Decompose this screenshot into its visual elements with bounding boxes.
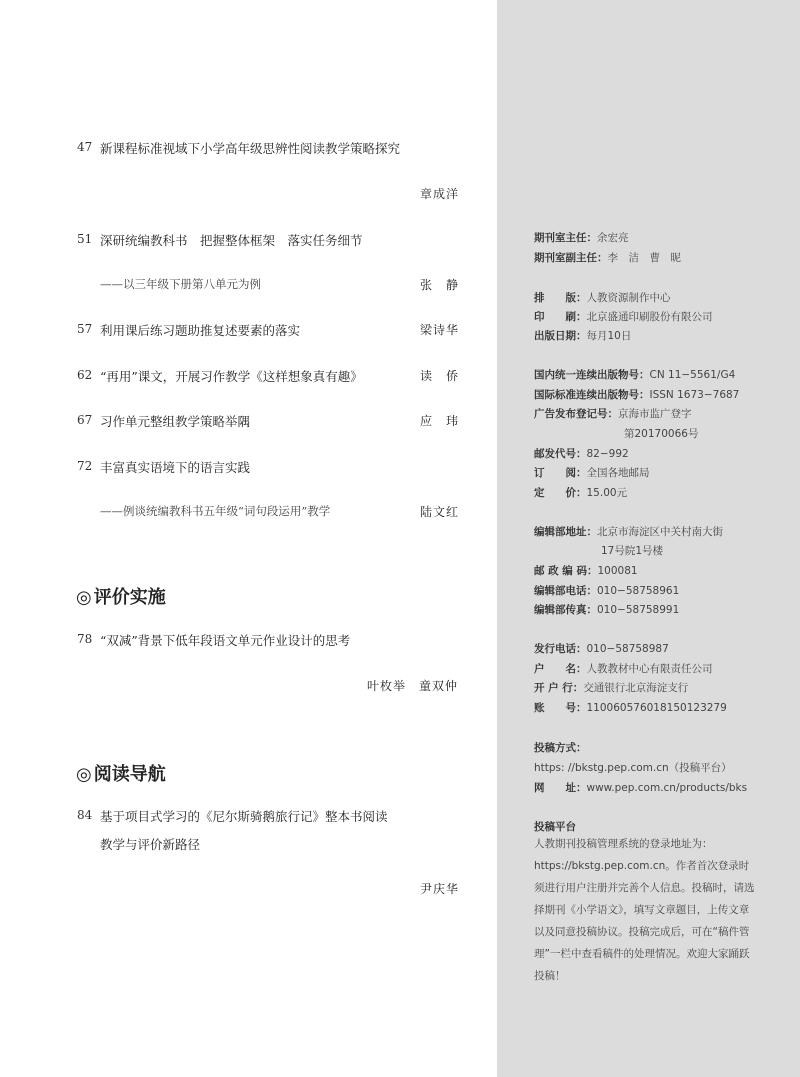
toc-author: 叶枚举 童双仲 xyxy=(367,679,459,693)
toc-page-number: 47 xyxy=(77,140,93,154)
section-title: 评价实施 xyxy=(93,587,166,608)
section-circle-icon: ◎ xyxy=(76,587,92,608)
director-row: 期刊室主任：余宏亮 xyxy=(534,232,629,244)
date-row: 出版日期：每月10日 xyxy=(534,330,632,342)
toc-article-title[interactable]: “双减”背景下低年段语文单元作业设计的思考 xyxy=(100,633,351,648)
toc-page-number: 72 xyxy=(77,459,93,473)
print-row: 印 刷：北京盛通印刷股份有限公司 xyxy=(534,311,713,323)
issn-row: 国际标准连续出版物号：ISSN 1673−7687 xyxy=(534,389,740,401)
toc-page-number: 51 xyxy=(77,232,93,246)
toc-author: 梁诗华 xyxy=(420,323,460,337)
platform-description: 人教期刊投稿管理系统的登录地址为：https://bkstg.pep.com.cn。作者首次登录时须进行用户注册并完善个人信息。投稿时，请选择期刊《小学语文》，填写文章题目，上传文章以及同意投稿协议。投稿完成后，可在“稿件管理”一栏中查看稿件的处理情况。欢迎大家踊跃投稿！ xyxy=(534,838,755,982)
address-row: 编辑部地址：北京市海淀区中关村南大街 xyxy=(534,526,723,538)
toc-page-number: 62 xyxy=(77,368,93,382)
website-link[interactable]: www.pep.com.cn/products/bks xyxy=(586,782,748,794)
submission-heading: 投稿方式： xyxy=(534,742,587,754)
ad-row-continued: 第20170066号 xyxy=(624,428,699,440)
platform-heading: 投稿平台 xyxy=(534,821,576,833)
toc-author: 张 静 xyxy=(420,278,460,292)
toc-article-title[interactable]: 深研统编教科书 把握整体框架 落实任务细节 xyxy=(100,233,363,248)
toc-article-title-continued[interactable]: 教学与评价新路径 xyxy=(100,837,201,852)
toc-author: 尹庆华 xyxy=(420,882,460,896)
address-row-continued: 17号院1号楼 xyxy=(601,545,664,557)
toc-article-title[interactable]: 丰富真实语境下的语言实践 xyxy=(100,460,251,475)
toc-author: 应 玮 xyxy=(420,414,460,428)
section-heading-reading xyxy=(76,760,166,786)
order-row: 订 阅：全国各地邮局 xyxy=(534,467,650,479)
bank-row: 开 户 行：交通银行北京海淀支行 xyxy=(534,682,689,694)
section-title: 阅读导航 xyxy=(93,764,166,785)
toc-author: 陆文红 xyxy=(420,505,460,519)
ad-row: 广告发布登记号：京海市监广登字 xyxy=(534,408,692,420)
toc-page-number: 84 xyxy=(77,808,93,822)
phone-row: 编辑部电话：010−58758961 xyxy=(534,585,680,597)
toc-author: 读 侨 xyxy=(420,369,460,383)
publication-info-sidebar xyxy=(497,0,800,1077)
price-row: 定 价：15.00元 xyxy=(534,487,628,499)
toc-article-title[interactable]: 新课程标准视域下小学高年级思辨性阅读教学策略探究 xyxy=(100,141,401,156)
deputy-row: 期刊室副主任：李 洁 曹 昵 xyxy=(534,252,681,264)
post-row: 邮发代号：82−992 xyxy=(534,448,629,460)
toc-article-subtitle: ——例谈统编教科书五年级“词句段运用”教学 xyxy=(100,504,331,518)
toc-article-subtitle: ——以三年级下册第八单元为例 xyxy=(100,277,261,291)
toc-article-title[interactable]: “再用”课文，开展习作教学《这样想象真有趣》 xyxy=(100,369,363,384)
account-name-row: 户 名：人教教材中心有限责任公司 xyxy=(534,663,713,675)
toc-page-number: 67 xyxy=(77,413,93,427)
section-circle-icon: ◎ xyxy=(76,764,92,785)
layout-row: 排 版：人教资源制作中心 xyxy=(534,292,671,304)
cn-row: 国内统一连续出版物号：CN 11−5561/G4 xyxy=(534,369,736,381)
account-number-row: 账 号：110060576018150123279 xyxy=(534,702,727,714)
zip-row: 邮 政 编 码：100081 xyxy=(534,565,638,577)
toc-article-title[interactable]: 基于项目式学习的《尼尔斯骑鹅旅行记》整本书阅读 xyxy=(100,809,388,824)
website-row: 网 址：www.pep.com.cn/products/bks xyxy=(534,782,748,794)
distribution-phone-row: 发行电话：010−58758987 xyxy=(534,643,669,655)
submission-url[interactable]: https: //bkstg.pep.com.cn（投稿平台） xyxy=(534,762,732,774)
toc-article-title[interactable]: 利用课后练习题助推复述要素的落实 xyxy=(100,323,301,338)
toc-article-title[interactable]: 习作单元整组教学策略举隅 xyxy=(100,414,251,429)
section-heading-evaluation xyxy=(76,583,166,609)
toc-page-number: 78 xyxy=(77,632,93,646)
fax-row: 编辑部传真：010−58758991 xyxy=(534,604,680,616)
toc-page-number: 57 xyxy=(77,322,93,336)
toc-author: 章成洋 xyxy=(420,187,460,201)
